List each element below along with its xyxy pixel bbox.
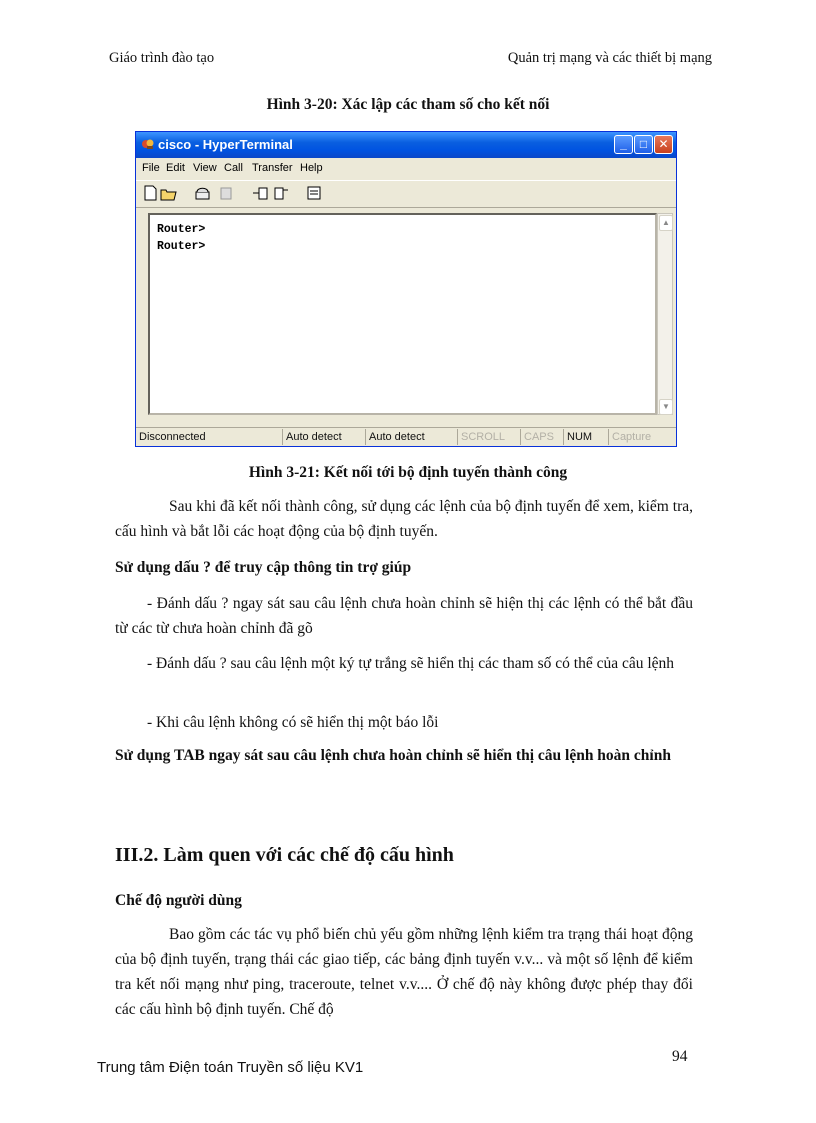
vertical-scrollbar[interactable] — [657, 213, 673, 415]
header-right: Quản trị mạng và các thiết bị mạng — [507, 50, 712, 66]
status-capture: Capture — [608, 429, 676, 445]
status-scroll: SCROLL — [457, 429, 520, 445]
properties-icon[interactable] — [306, 185, 323, 201]
terminal-line: Router> — [157, 240, 206, 253]
menu-bar — [136, 159, 676, 178]
heading-tab: Sử dụng TAB ngay sát sau câu lệnh chưa hoàn chỉnh sẽ hiển thị câu lệnh hoàn chỉnh — [115, 747, 671, 764]
menu-edit[interactable]: Edit — [166, 162, 185, 174]
status-num: NUM — [563, 429, 608, 445]
toolbar — [136, 180, 676, 208]
page-number: 94 — [672, 1048, 688, 1065]
status-caps: CAPS — [520, 429, 563, 445]
open-icon[interactable] — [160, 185, 177, 201]
minimize-button[interactable]: _ — [614, 135, 633, 154]
status-bar — [136, 427, 676, 447]
hyperterminal-window — [135, 131, 677, 447]
status-detect-1: Auto detect — [282, 429, 365, 445]
bullet-item: - Đánh dấu ? sau câu lệnh một ký tự trắng sẽ hiển thị các tham số có thể của câu lệnh — [147, 655, 675, 672]
heading-help: Sử dụng dấu ? để truy cập thông tin trợ giúp — [115, 559, 412, 576]
window-titlebar — [136, 132, 676, 158]
bullet-item: - Đánh dấu ? ngay sát sau câu lệnh chưa hoàn chỉnh sẽ hiện thị các lệnh có thể bắt đầu từ các từ chưa hoàn chỉnh đã gõ — [115, 595, 693, 637]
menu-file[interactable]: File — [142, 162, 160, 174]
header-left: Giáo trình đào tạo — [109, 50, 215, 66]
window-title: cisco - HyperTerminal — [158, 137, 293, 152]
close-button[interactable]: ✕ — [654, 135, 673, 154]
status-detect-2: Auto detect — [365, 429, 457, 445]
paragraph-intro: Sau khi đã kết nối thành công, sử dụng các lệnh của bộ định tuyến để xem, kiểm tra, cấu hình và bắt lỗi các hoạt động của bộ định tuyến. — [115, 498, 693, 540]
menu-call[interactable]: Call — [224, 162, 243, 174]
receive-icon[interactable] — [272, 185, 289, 201]
terminal-area[interactable] — [148, 213, 657, 415]
scroll-down-icon[interactable]: ▼ — [659, 399, 673, 415]
footer-text: Trung tâm Điện toán Truyền số liệu KV1 — [97, 1059, 364, 1076]
hyperterminal-app-icon — [141, 137, 155, 151]
status-connection: Disconnected — [139, 431, 206, 443]
bullet-item: - Khi câu lệnh không có sẽ hiển thị một báo lỗi — [147, 714, 439, 731]
section-heading: III.2. Làm quen với các chế độ cấu hình — [115, 844, 454, 866]
heading-user-mode: Chế độ người dùng — [115, 892, 242, 909]
maximize-button[interactable]: □ — [634, 135, 653, 154]
scroll-up-icon[interactable]: ▲ — [659, 215, 673, 231]
send-icon[interactable] — [252, 185, 269, 201]
menu-transfer[interactable]: Transfer — [252, 162, 293, 174]
menu-view[interactable]: View — [193, 162, 217, 174]
figure-caption-3-21: Hình 3-21: Kết nối tới bộ định tuyến thành công — [248, 464, 568, 481]
phone-icon[interactable] — [194, 185, 211, 201]
menu-help[interactable]: Help — [300, 162, 323, 174]
paragraph-user-mode: Bao gồm các tác vụ phổ biến chủ yếu gồm những lệnh kiểm tra trạng thái hoạt động của bộ định tuyến, trạng thái các giao tiếp, các bảng định tuyến v.v... và một số lệnh để kiểm tra kết nối mạng như ping, traceroute, telnet v.v.... Ở chế độ này không được phép thay đổi các cấu hình bộ định tuyến. Chế độ — [115, 926, 693, 1018]
disconnect-icon[interactable] — [218, 185, 235, 201]
terminal-line: Router> — [157, 223, 206, 236]
figure-caption-3-20: Hình 3-20: Xác lập các tham số cho kết nối — [266, 96, 550, 113]
new-icon[interactable] — [142, 185, 159, 201]
